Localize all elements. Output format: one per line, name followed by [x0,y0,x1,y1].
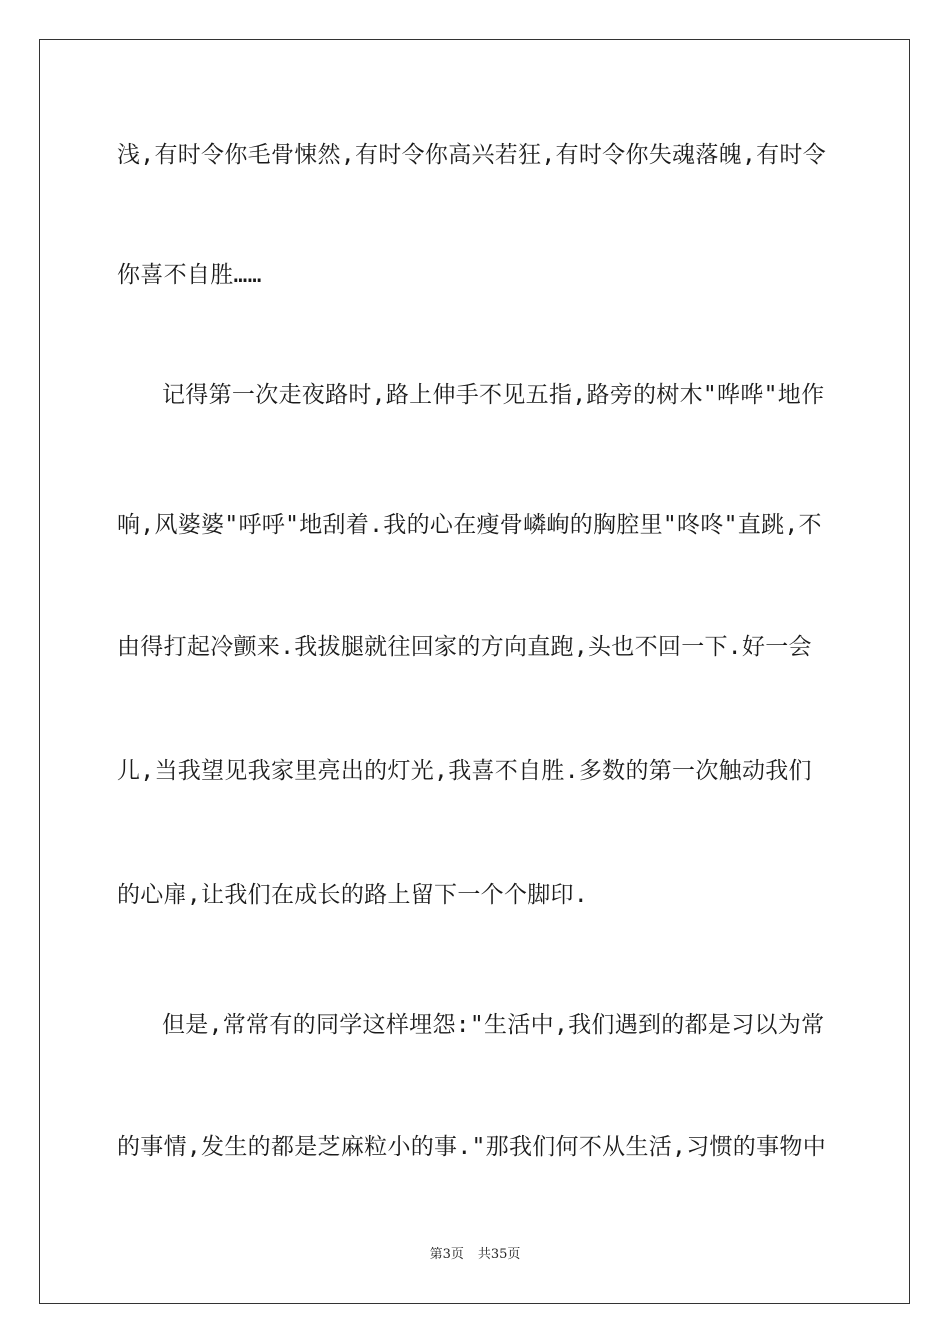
page-footer [0,1246,950,1264]
text-line-2: 你喜不自胜…… [117,262,262,288]
text-line-6: 儿,当我望见我家里亮出的灯光,我喜不自胜.多数的第一次触动我们 [117,758,812,784]
text-line-7: 的心扉,让我们在成长的路上留下一个个脚印. [117,882,588,908]
text-line-5: 由得打起冷颤来.我拔腿就往回家的方向直跑,头也不回一下.好一会 [117,634,812,660]
text-line-3: 记得第一次走夜路时,路上伸手不见五指,路旁的树木"哗哗"地作 [162,382,825,408]
text-line-8: 但是,常常有的同学这样埋怨:"生活中,我们遇到的都是习以为常 [162,1012,825,1038]
page-number: 第3页 [429,1247,464,1262]
page-border [39,39,910,1304]
text-line-9: 的事情,发生的都是芝麻粒小的事."那我们何不从生活,习惯的事物中 [117,1134,826,1160]
text-line-1: 浅,有时令你毛骨悚然,有时令你高兴若狂,有时令你失魂落魄,有时令 [117,142,826,168]
page-total: 共35页 [477,1247,521,1262]
text-line-4: 响,风婆婆"呼呼"地刮着.我的心在瘦骨嶙峋的胸腔里"咚咚"直跳,不 [117,512,822,538]
